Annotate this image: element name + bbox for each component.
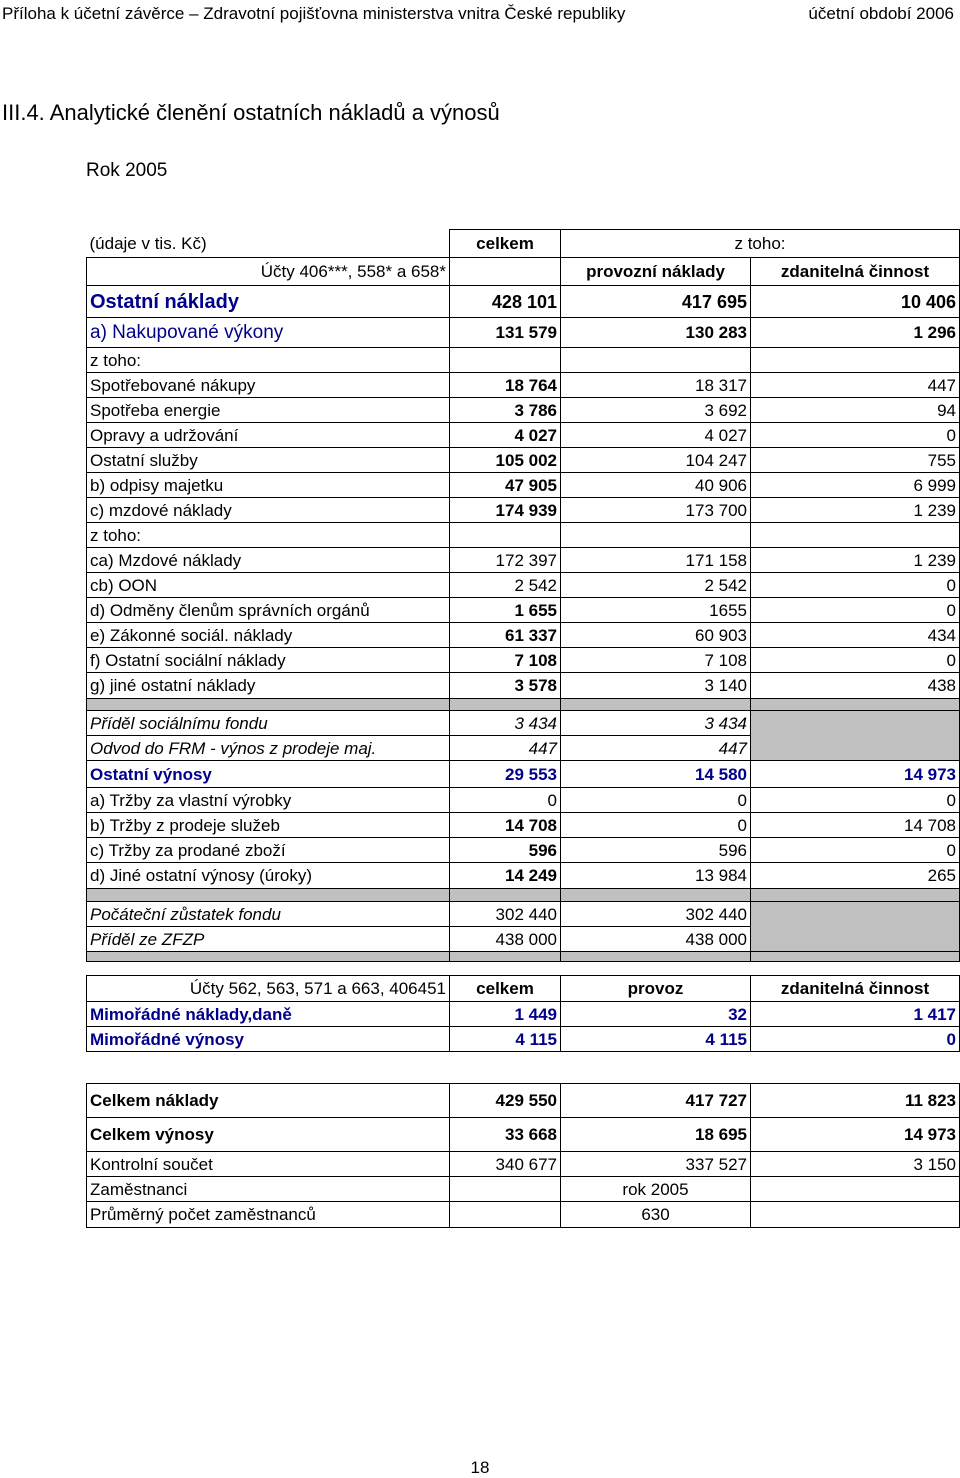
cost-revenue-table (86, 229, 960, 1228)
table-row: Opravy a udržování 4 027 4 027 0 (87, 423, 960, 448)
col-taxable: zdanitelná činnost (751, 258, 960, 286)
header-title: Příloha k účetní závěrce – Zdravotní pojišťovna ministerstva vnitra České republiky (2, 4, 626, 23)
separator-row (87, 699, 960, 711)
accounts-label: Účty 406***, 558* a 658* (87, 258, 450, 286)
col-of-which: z toho: (561, 230, 960, 258)
year-label: Rok 2005 (86, 160, 168, 181)
table-row: Mimořádné výnosy 4 115 4 115 0 (87, 1027, 960, 1052)
page-header (0, 0, 960, 32)
table-row: b) Tržby z prodeje služeb 14 708 0 14 708 (87, 813, 960, 838)
separator-row (87, 952, 960, 962)
page-number: 18 (470, 1458, 490, 1477)
table-row: z toho: (87, 523, 960, 548)
units-label: (údaje v tis. Kč) (87, 230, 450, 258)
table-row: a) Nakupované výkony 131 579 130 283 1 296 (87, 318, 960, 348)
col-operating: provozní náklady (561, 258, 751, 286)
table-row: Příděl ze ZFZP 438 000 438 000 (87, 927, 960, 952)
table-row: g) jiné ostatní náklady 3 578 3 140 438 (87, 673, 960, 699)
table-header-row (87, 230, 960, 258)
table-row: Příděl sociálnímu fondu 3 434 3 434 (87, 711, 960, 736)
table-row: c) Tržby za prodané zboží 596 596 0 (87, 838, 960, 863)
avg-employees-row: Průměrný počet zaměstnanců 630 (87, 1202, 960, 1228)
table-row: ca) Mzdové náklady 172 397 171 158 1 239 (87, 548, 960, 573)
section-title: III.4. Analytické členění ostatních nákladů a výnosů (2, 100, 500, 125)
total-row: Celkem výnosy 33 668 18 695 14 973 (87, 1118, 960, 1152)
table-row: c) mzdové náklady 174 939 173 700 1 239 (87, 498, 960, 523)
total-row: Celkem náklady 429 550 417 727 11 823 (87, 1084, 960, 1118)
employees-row: Zaměstnanci rok 2005 (87, 1177, 960, 1202)
col-total: celkem (450, 230, 561, 258)
table-row: Ostatní náklady 428 101 417 695 10 406 (87, 286, 960, 318)
separator-row (87, 889, 960, 902)
table-row: Spotřebované nákupy 18 764 18 317 447 (87, 373, 960, 398)
header-period: účetní období 2006 (808, 4, 954, 23)
table-row: b) odpisy majetku 47 905 40 906 6 999 (87, 473, 960, 498)
table-row: f) Ostatní sociální náklady 7 108 7 108 0 (87, 648, 960, 673)
table-row: d) Odměny členům správních orgánů 1 655 1655 0 (87, 598, 960, 623)
table-header-row (87, 258, 960, 286)
table-row: e) Zákonné sociál. náklady 61 337 60 903 434 (87, 623, 960, 648)
table-row: cb) OON 2 542 2 542 0 (87, 573, 960, 598)
table-row: Počáteční zůstatek fondu 302 440 302 440 (87, 902, 960, 927)
table-header-row: Účty 562, 563, 571 a 663, 406451 celkem provoz zdanitelná činnost (87, 976, 960, 1002)
table-row: Ostatní služby 105 002 104 247 755 (87, 448, 960, 473)
table-row: z toho: (87, 348, 960, 373)
table-row: Ostatní výnosy 29 553 14 580 14 973 (87, 761, 960, 788)
table-row: a) Tržby za vlastní výrobky 0 0 0 (87, 788, 960, 813)
table-row: Mimořádné náklady,daně 1 449 32 1 417 (87, 1002, 960, 1027)
table-row: Odvod do FRM - výnos z prodeje maj. 447 447 (87, 736, 960, 761)
control-row: Kontrolní součet 340 677 337 527 3 150 (87, 1152, 960, 1177)
table-row: Spotřeba energie 3 786 3 692 94 (87, 398, 960, 423)
table-row: d) Jiné ostatní výnosy (úroky) 14 249 13 984 265 (87, 863, 960, 889)
